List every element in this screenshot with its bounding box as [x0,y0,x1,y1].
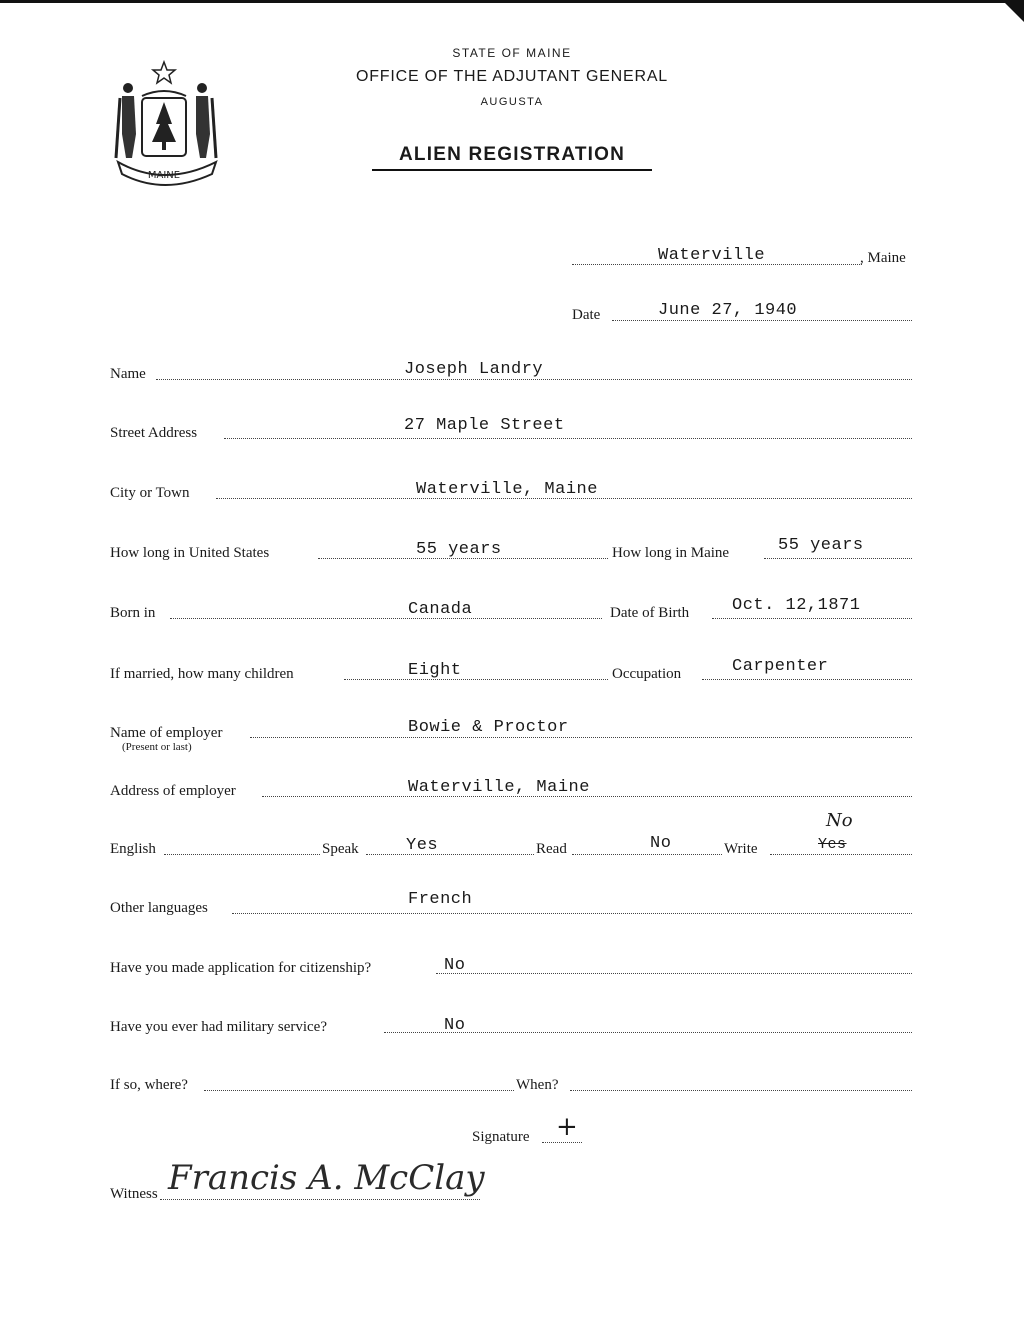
how-long-us-value[interactable]: 55 years [416,540,502,559]
occupation-label: Occupation [612,666,682,682]
employer-address-value[interactable]: Waterville, Maine [408,778,590,797]
children-value[interactable]: Eight [408,661,462,680]
date-line [612,320,912,321]
how-long-us-label: How long in United States [110,545,270,561]
form-title: ALIEN REGISTRATION [398,144,626,165]
military-label: Have you ever had military service? [110,1019,327,1035]
how-long-maine-value[interactable]: 55 years [778,536,864,555]
page-corner-mark [1002,0,1024,22]
english-label: English [110,841,156,857]
citizenship-line [436,973,912,974]
witness-label: Witness [110,1186,158,1202]
occupation-line [702,679,912,680]
state-heading: STATE OF MAINE [452,46,572,60]
employer-sublabel: (Present or last) [122,741,192,753]
page-top-border [0,0,1024,3]
office-heading: OFFICE OF THE ADJUTANT GENERAL [355,68,669,85]
name-label: Name [110,366,146,382]
children-label: If married, how many children [110,666,294,682]
where-label: If so, where? [110,1077,188,1093]
when-line[interactable] [570,1090,912,1091]
other-languages-line [232,913,912,914]
employer-line [250,737,912,738]
write-line [770,854,912,855]
street-address-value[interactable]: 27 Maple Street [404,416,565,435]
how-long-maine-line [764,558,912,559]
speak-line [366,854,534,855]
employer-address-label: Address of employer [110,783,236,799]
witness-signature[interactable]: Francis A. McClay [168,1158,485,1198]
occupation-value[interactable]: Carpenter [732,657,829,676]
city-or-town-label: City or Town [110,485,190,501]
citizenship-value[interactable]: No [444,956,466,975]
how-long-maine-label: How long in Maine [612,545,730,561]
date-of-birth-value[interactable]: Oct. 12,1871 [732,596,861,615]
name-line [156,379,912,380]
city-heading: AUGUSTA [480,96,544,108]
write-label: Write [724,841,758,857]
signature-line [542,1142,582,1143]
where-line[interactable] [204,1090,514,1091]
children-line [344,679,608,680]
employer-value[interactable]: Bowie & Proctor [408,718,569,737]
other-languages-label: Other languages [110,900,208,916]
date-of-birth-line [712,618,912,619]
speak-label: Speak [322,841,359,857]
write-correction-handwritten: No [826,810,853,831]
svg-text:MAINE: MAINE [147,170,181,181]
read-label: Read [536,841,567,857]
english-line [164,854,320,855]
title-underline [372,169,652,171]
born-in-value[interactable]: Canada [408,600,473,619]
signature-label: Signature [472,1129,530,1145]
employer-label: Name of employer [110,725,223,741]
speak-value[interactable]: Yes [406,836,439,855]
witness-line [160,1199,480,1200]
other-languages-value[interactable]: French [408,890,473,909]
born-in-label: Born in [110,605,156,621]
read-line [572,854,722,855]
street-address-line [224,438,912,439]
when-label: When? [516,1077,559,1093]
signature-mark[interactable]: + [556,1112,578,1142]
date-value[interactable]: June 27, 1940 [658,301,798,320]
name-value[interactable]: Joseph Landry [404,360,544,379]
write-value-struck[interactable]: Yes [818,836,847,853]
military-value[interactable]: No [444,1016,466,1035]
born-in-line [170,618,602,619]
date-label: Date [572,307,601,323]
city-or-town-value[interactable]: Waterville, Maine [416,480,598,499]
date-of-birth-label: Date of Birth [610,605,690,621]
citizenship-label: Have you made application for citizenship? [110,960,372,976]
street-address-label: Street Address [110,425,198,441]
read-value[interactable]: No [650,834,672,853]
location-town-value[interactable]: Waterville [658,246,766,265]
location-suffix-label: , Maine [860,250,906,266]
